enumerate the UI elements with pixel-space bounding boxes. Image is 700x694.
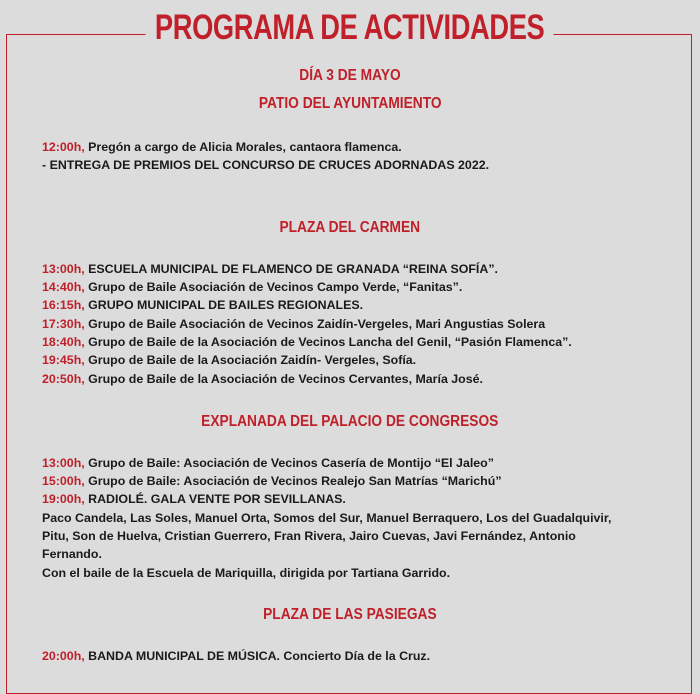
event-text: Grupo de Baile de la Asociación Zaidín- Vergeles, Sofía.: [84, 353, 417, 367]
event-time: 17:30h,: [42, 317, 85, 331]
event-time: 20:00h,: [42, 649, 85, 663]
event-text: Pitu, Son de Huelva, Cristian Guerrero, Fran Rivera, Jairo Cuevas, Javi Fernández, Antonio: [42, 529, 576, 543]
event-text: ESCUELA MUNICIPAL DE FLAMENCO DE GRANADA “REINA SOFÍA”.: [84, 262, 498, 276]
event-line: [42, 156, 489, 174]
section-heading-palacio: EXPLANADA DEL PALACIO DE CONGRESOS: [201, 413, 499, 430]
event-text: Grupo de Baile de la Asociación de Vecinos Lancha del Genil, “Pasión Flamenca”.: [84, 335, 572, 349]
event-line: [42, 545, 102, 563]
event-text: Grupo de Baile de la Asociación de Vecinos Cervantes, María José.: [84, 372, 483, 386]
event-line: [42, 564, 450, 582]
event-line: [42, 296, 363, 314]
section-heading-patio: PATIO DEL AYUNTAMIENTO: [258, 95, 442, 112]
event-line: [42, 454, 494, 472]
event-text: BANDA MUNICIPAL DE MÚSICA. Concierto Día de la Cruz.: [84, 649, 431, 663]
event-text: Paco Candela, Las Soles, Manuel Orta, Somos del Sur, Manuel Berraquero, Los del Guadalquivir,: [42, 511, 612, 525]
event-line: [42, 333, 572, 351]
event-time: 13:00h,: [42, 262, 85, 276]
event-time: 20:50h,: [42, 372, 85, 386]
event-line: [42, 138, 402, 156]
day-heading: DÍA 3 DE MAYO: [299, 67, 401, 84]
event-line: [42, 315, 545, 333]
event-time: 15:00h,: [42, 474, 85, 488]
event-time: 14:40h,: [42, 280, 85, 294]
event-time: 13:00h,: [42, 456, 85, 470]
page-title: PROGRAMA DE ACTIVIDADES: [146, 6, 554, 50]
event-text: Grupo de Baile: Asociación de Vecinos Realejo San Matrías “Marichú”: [84, 474, 502, 488]
event-line: [42, 472, 502, 490]
event-time: 16:15h,: [42, 298, 85, 312]
event-line: [42, 527, 576, 545]
event-line: [42, 278, 462, 296]
event-time: 12:00h,: [42, 140, 85, 154]
event-text: Con el baile de la Escuela de Mariquilla, dirigida por Tartiana Garrido.: [42, 566, 451, 580]
event-text: - ENTREGA DE PREMIOS DEL CONCURSO DE CRUCES ADORNADAS 2022.: [42, 158, 490, 172]
section-heading-carmen: PLAZA DEL CARMEN: [279, 219, 421, 236]
section-heading-pasiegas: PLAZA DE LAS PASIEGAS: [263, 606, 437, 623]
event-line: [42, 490, 346, 508]
event-text: RADIOLÉ. GALA VENTE POR SEVILLANAS.: [84, 492, 346, 506]
event-line: [42, 370, 483, 388]
event-time: 19:00h,: [42, 492, 85, 506]
event-time: 18:40h,: [42, 335, 85, 349]
event-text: GRUPO MUNICIPAL DE BAILES REGIONALES.: [84, 298, 364, 312]
event-line: [42, 647, 430, 665]
event-text: Grupo de Baile Asociación de Vecinos Campo Verde, “Fanitas”.: [84, 280, 463, 294]
event-text: Grupo de Baile Asociación de Vecinos Zaidín-Vergeles, Mari Angustias Solera: [84, 317, 546, 331]
event-line: [42, 260, 498, 278]
event-text: Pregón a cargo de Alicia Morales, cantaora flamenca.: [84, 140, 402, 154]
event-text: Grupo de Baile: Asociación de Vecinos Casería de Montijo “El Jaleo”: [84, 456, 494, 470]
event-line: [42, 509, 611, 527]
title-wrap: [0, 6, 700, 50]
event-line: [42, 351, 416, 369]
event-time: 19:45h,: [42, 353, 85, 367]
event-text: Fernando.: [42, 547, 102, 561]
